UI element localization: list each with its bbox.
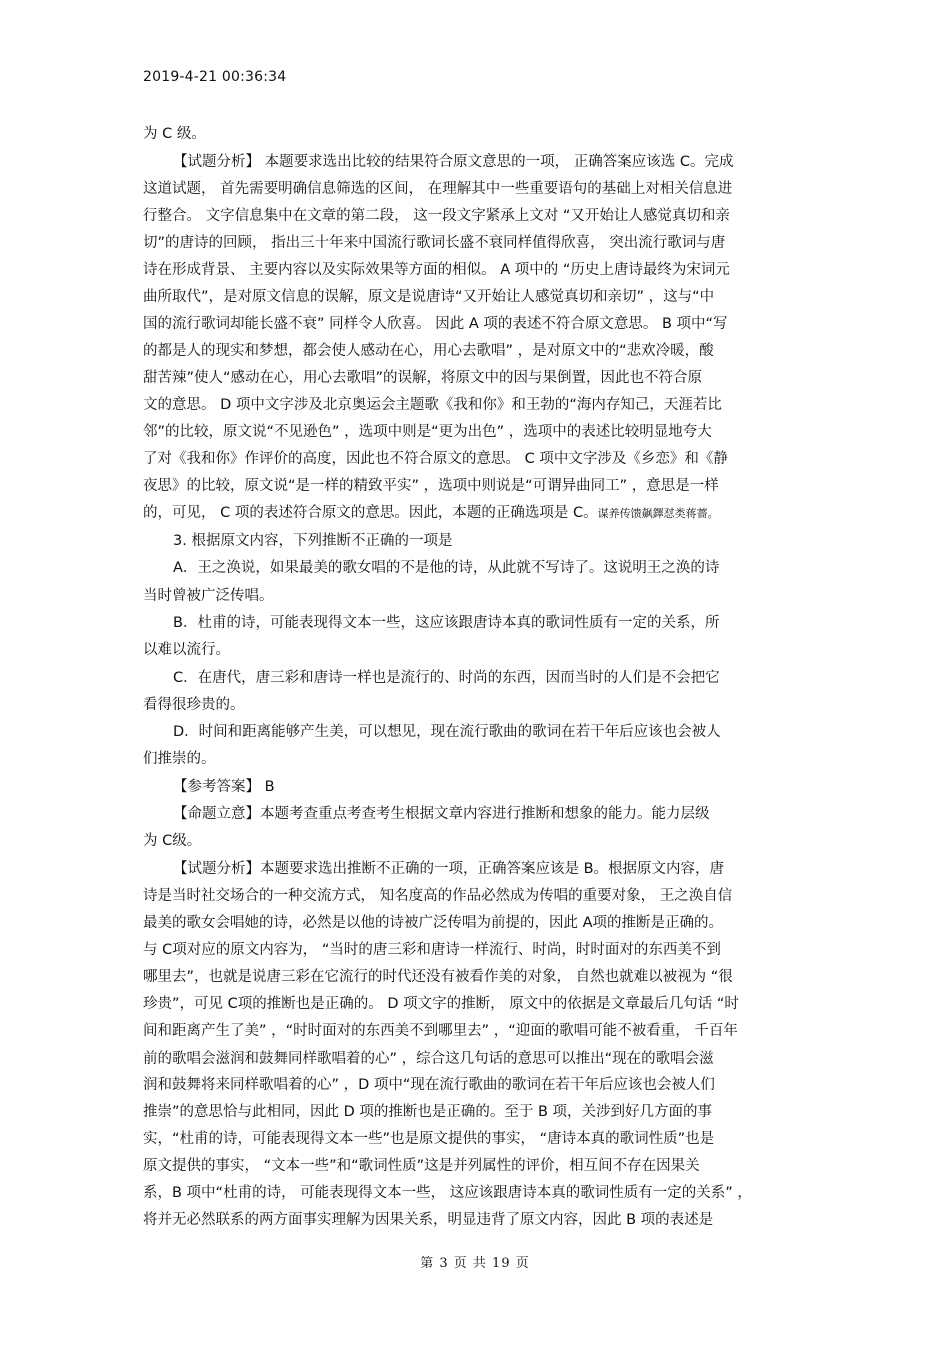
- text-line: 以难以流行。: [143, 642, 230, 658]
- text-line: A．王之涣说，如果最美的歌女唱的不是他的诗，从此就不写诗了。这说明王之涣的诗: [173, 560, 720, 576]
- text-line: 行整合。 文字信息集中在文章的第二段， 这一段文字紧承上文对 “又开始让人感觉真切和亲: [143, 208, 730, 224]
- text-line: 最美的歌女会唱她的诗，必然是以他的诗被广泛传唱为前提的，因此 A项的推断是正确的。: [143, 915, 724, 931]
- text-line: 当时曾被广泛传唱。: [143, 588, 274, 604]
- text-line: 曲所取代”，是对原文信息的误解，原文是说唐诗“又开始让人感觉真切和亲切” ，这与“中: [143, 289, 715, 305]
- text-line: D．时间和距离能够产生美，可以想见，现在流行歌曲的歌词在若干年后应该也会被人: [173, 724, 721, 740]
- text-line: 的都是人的现实和梦想，都会使人感动在心，用心去歌唱” ，是对原文中的“悲欢冷暖，酸: [143, 343, 714, 359]
- text-line: 间和距离产生了美” ，“时时面对的东西美不到哪里去” ，“迎面的歌唱可能不被看重， 千百年: [143, 1023, 738, 1039]
- watermark-text: 谋养传馈飙鐸怼类蒋薔。: [597, 507, 719, 520]
- text-line: 为 C 级。: [143, 126, 206, 142]
- page-number-footer: 第 3 页 共 19 页: [420, 1256, 530, 1271]
- text-line: 润和鼓舞将来同样歌唱着的心” ，D 项中“现在流行歌曲的歌词在若干年后应该也会被人们: [143, 1077, 715, 1093]
- text-line: 原文提供的事实， “文本一些”和“歌词性质”这是并列属性的评价，相互间不存在因果关: [143, 1158, 700, 1174]
- text-line: 们推崇的。: [143, 751, 216, 767]
- text-line: 【试题分析】本题要求选出推断不正确的一项，正确答案应该是 B。根据原文内容，唐: [173, 861, 725, 877]
- text-line: 系，B 项中“杜甫的诗， 可能表现得文本一些， 这应该跟唐诗本真的歌词性质有一定的关系” ，: [143, 1185, 752, 1201]
- text-line: 文的意思。 D 项中文字涉及北京奥运会主题歌《我和你》和王勃的“海内存知己，天涯若比: [143, 397, 722, 413]
- text-line: 看得很珍贵的。: [143, 697, 245, 713]
- text-line: 的，可见， C 项的表述符合原文的意思。因此，本题的正确选项是 C。谋养传馈飙鐸怼类蒋薔。: [143, 505, 719, 521]
- text-line: 切”的唐诗的回顾， 指出三十年来中国流行歌词长盛不衰同样值得欣喜， 突出流行歌词与唐: [143, 235, 726, 251]
- text-line: 为 C级。: [143, 833, 202, 849]
- text-line: 将并无必然联系的两方面事实理解为因果关系，明显违背了原文内容，因此 B 项的表述是: [143, 1212, 714, 1228]
- text-line: 诗在形成背景、 主要内容以及实际效果等方面的相似。 A 项中的 “历史上唐诗最终为宋词元: [143, 262, 730, 278]
- text-line: 【命题立意】本题考查重点考查考生根据文章内容进行推断和想象的能力。能力层级: [173, 806, 710, 822]
- text-line: 哪里去”，也就是说唐三彩在它流行的时代还没有被看作美的对象， 自然也就难以被视为 “很: [143, 969, 733, 985]
- text-line: 珍贵”，可见 C项的推断也是正确的。 D 项文字的推断， 原文中的依据是文章最后几句话 “时: [143, 996, 739, 1012]
- text-line: 了对《我和你》作评价的高度，因此也不符合原文的意思。 C 项中文字涉及《乡恋》和《静: [143, 451, 728, 467]
- text-line: 夜思》的比较，原文说“是一样的精致平实” ，选项中则说是“可谓异曲同工” ，意思是一样: [143, 478, 719, 494]
- text-line: 实，“杜甫的诗，可能表现得文本一些”也是原文提供的事实， “唐诗本真的歌词性质”也是: [143, 1131, 715, 1147]
- text-line: 甜苦辣”使人“感动在心，用心去歌唱”的误解，将原文中的因与果倒置，因此也不符合原: [143, 370, 703, 386]
- text-line: 前的歌唱会滋润和鼓舞同样歌唱着的心” ，综合这几句话的意思可以推出“现在的歌唱会滋: [143, 1051, 714, 1067]
- text-line: 3. 根据原文内容，下列推断不正确的一项是: [173, 533, 453, 549]
- text-line: 推崇”的意思恰与此相同，因此 D 项的推断也是正确的。至于 B 项，关涉到好几方面的事: [143, 1104, 713, 1120]
- text-line: 国的流行歌词却能长盛不衰” 同样令人欣喜。 因此 A 项的表述不符合原文意思。 B 项中“写: [143, 316, 728, 332]
- text-line: C．在唐代，唐三彩和唐诗一样也是流行的、时尚的东西，因而当时的人们是不会把它: [173, 670, 720, 686]
- text-line: 与 C项对应的原文内容为， “当时的唐三彩和唐诗一样流行、时尚，时时面对的东西美不到: [143, 942, 721, 958]
- text-line: B．杜甫的诗，可能表现得文本一些，这应该跟唐诗本真的歌词性质有一定的关系，所: [173, 615, 720, 631]
- timestamp-header: 2019-4-21 00:36:34: [143, 69, 287, 85]
- text-line: 【试题分析】 本题要求选出比较的结果符合原文意思的一项， 正确答案应该选 C。完成: [173, 154, 734, 170]
- text-line: 这道试题， 首先需要明确信息筛选的区间， 在理解其中一些重要语句的基础上对相关信息进: [143, 181, 733, 197]
- text-line: 邻”的比较，原文说“不见逊色” ，选项中则是“更为出色” ，选项中的表述比较明显地夸大: [143, 424, 712, 440]
- text-line: 【参考答案】 B: [173, 779, 275, 795]
- text-line: 诗是当时社交场合的一种交流方式， 知名度高的作品必然成为传唱的重要对象， 王之涣自信: [143, 888, 733, 904]
